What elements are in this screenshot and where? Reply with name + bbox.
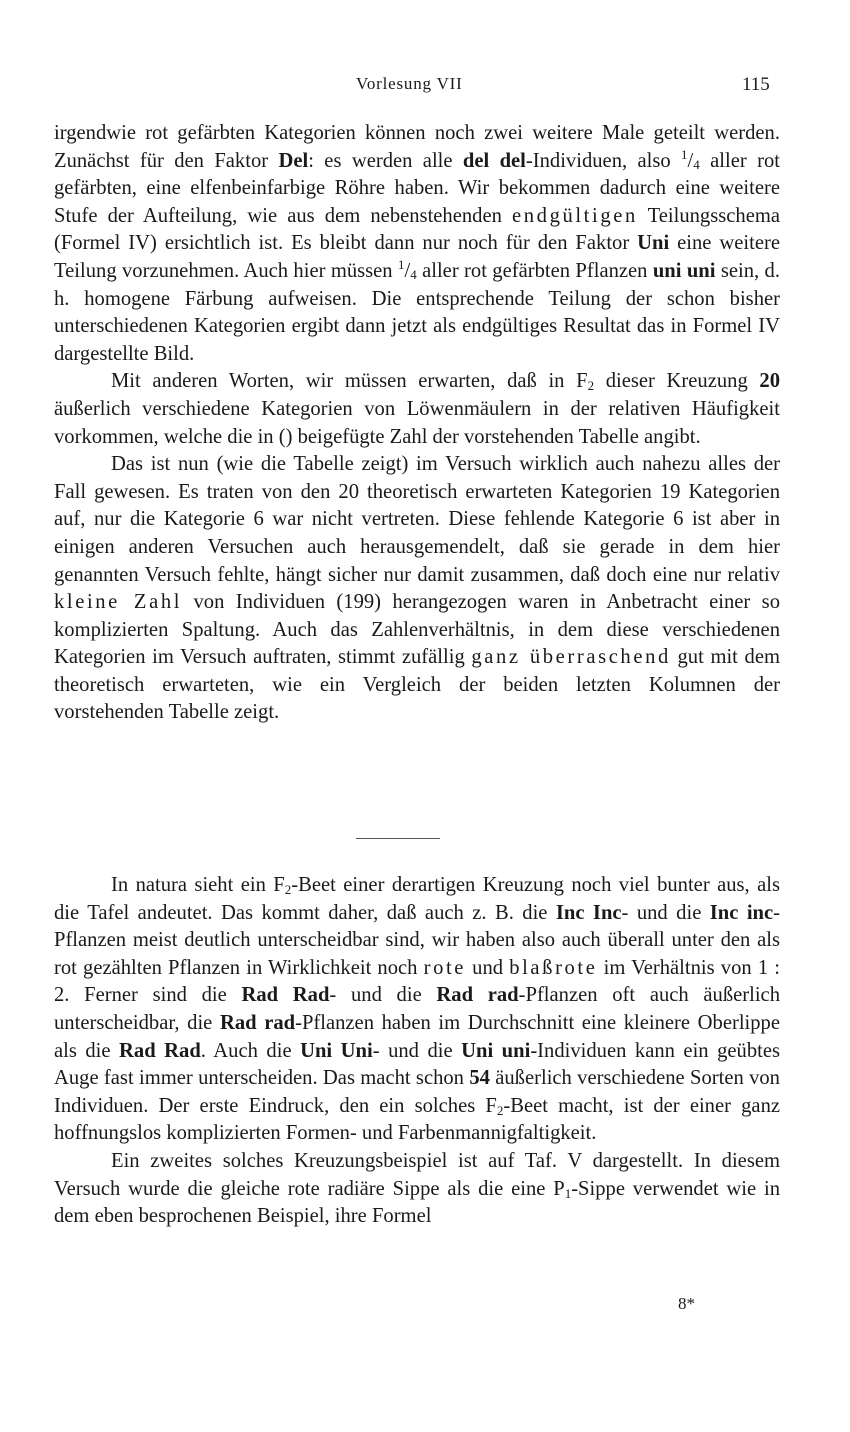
sheet-signature: 8* <box>678 1294 695 1313</box>
bold-term: Rad Rad <box>119 1039 201 1062</box>
text-run: -Beet macht, ist der einer ganz hoffnungslos komplizierten Formen- und Farbenmannigfaltigkeit. <box>54 1094 781 1145</box>
bold-term: Rad rad <box>436 984 519 1007</box>
bold-term: Uni Uni <box>300 1039 373 1062</box>
text-run: - und die <box>329 984 437 1007</box>
spaced-emphasis: kleine Zahl <box>54 591 183 614</box>
text-run: -Beet einer derartigen Kreuzung noch viel bunter aus, als die Tafel andeutet. Das kommt daher, daß auch z. B. die <box>54 874 780 924</box>
text-run: -Pflanzen haben im Durchschnitt eine kleinere Oberlippe als die <box>54 1011 780 1062</box>
bold-term: del del <box>462 149 526 172</box>
subscript: 2 <box>587 378 595 394</box>
spaced-emphasis: endgültigen <box>512 204 638 227</box>
text-run: aller rot gefärbten, eine elfenbeinfarbige Röhre haben. Wir bekommen dadurch eine weitere Stufe der Aufteilung, wie aus dem nebenstehenden <box>54 149 780 227</box>
subscript: 2 <box>496 1102 504 1118</box>
text-run: Teilungsschema (Formel IV) ersichtlich ist. Es bleibt dann nur noch für den Faktor <box>54 204 780 255</box>
page-number: 115 <box>742 74 770 95</box>
text-block-lower <box>54 872 780 1231</box>
text-run: In natura sieht ein F <box>111 874 285 896</box>
text-run: eine weitere Teilung vorzunehmen. Auch hier müssen <box>54 232 780 282</box>
text-run: Ein zweites solches Kreuzungsbeispiel ist auf Taf. V dargestellt. In diesem Versuch wurde die gleiche rote radiäre Sippe als die eine P <box>54 1149 780 1200</box>
text-run: -Individuen kann ein geübtes Auge fast immer unterscheiden. Das macht schon <box>54 1039 780 1090</box>
text-run: dieser Kreuzung <box>594 370 760 393</box>
text-run: - und die <box>621 901 710 924</box>
bold-term: Rad rad <box>219 1011 296 1034</box>
text-run: - und die <box>372 1039 462 1062</box>
bold-term: Del <box>278 149 309 172</box>
fraction-denominator: 4 <box>410 266 417 282</box>
bold-term: Inc inc <box>709 901 774 924</box>
text-run: -Pflanzen oft auch äußerlich unterscheidbar, die <box>54 984 780 1034</box>
text-run: -Sippe verwendet wie in dem eben besprochenen Beispiel, ihre Formel <box>54 1177 780 1228</box>
running-title: Vorlesung VII <box>356 74 463 93</box>
fraction-numerator: 1 <box>681 146 688 162</box>
bold-term: uni uni <box>652 259 716 282</box>
text-run: -Individuen, also <box>525 149 682 172</box>
text-run: sein, d. h. homogene Färbung aufweisen. Die entsprechende Teilung der schon bisher unterschiedenen Kategorien ergibt dann jetzt als endgültiges Resultat das in Formel IV dargestellte Bild. <box>54 259 780 365</box>
bold-term: Inc Inc <box>555 901 622 924</box>
paragraph-3 <box>54 451 780 727</box>
text-run: gut mit dem theoretisch erwarteten, wie ein Vergleich der beiden letzten Kolumnen der vorstehenden Tabelle zeigt. <box>54 646 780 724</box>
paragraph-2 <box>54 368 780 451</box>
spaced-emphasis: blaßrote <box>509 956 598 979</box>
paragraph-4 <box>54 872 780 1148</box>
subscript: 1 <box>564 1185 572 1201</box>
fraction-denominator: 4 <box>693 156 700 172</box>
text-run: : es werden alle <box>308 149 463 172</box>
paragraph-5 <box>54 1148 780 1231</box>
text-run: irgendwie rot gefärbten Kategorien können noch zwei weitere Male geteilt werden. Zunächst für den Faktor <box>54 122 780 172</box>
text-run: aller rot gefärbten Pflanzen <box>416 259 653 282</box>
text-run: . Auch die <box>200 1039 301 1062</box>
running-header <box>0 74 850 100</box>
bold-term: 20 <box>759 370 780 393</box>
text-run: äußerlich verschiedene Sorten von Individuen. Der erste Eindruck, den ein solches F <box>54 1067 780 1117</box>
text-run: Das ist nun (wie die Tabelle zeigt) im Versuch wirklich auch nahezu alles der Fall gewesen. Es traten von den 20 theoretisch erwarteten Kategorien 19 Kategorien auf, nur die Kategorie 6 war nicht vertreten. Diese fehlende Kategorie 6 ist aber in einigen anderen Versuchen auch herausgemendelt, daß sie gerade in dem hier genannten Versuch fehlte, hängt sicher nur damit zusammen, daß doch eine nur relativ <box>54 453 780 586</box>
text-run: im Verhältnis von 1 : 2. Ferner sind die <box>54 956 780 1007</box>
fraction-numerator: 1 <box>397 256 405 272</box>
text-run: und <box>466 956 510 979</box>
text-run: Mit anderen Worten, wir müssen erwarten, daß in F <box>111 370 588 393</box>
text-run: -Pflanzen meist deutlich unterscheidbar sind, wir haben also auch überall unter den als rot gezählten Pflanzen in Wirklichkeit noch <box>54 901 781 979</box>
bold-term: Uni <box>637 232 670 255</box>
bold-term: 54 <box>469 1067 490 1090</box>
text-run: von Individuen (199) herangezogen waren in Anbetracht einer so komplizierten Spaltung. Auch das Zahlenverhältnis, in dem diese verschiedenen Kategorien im Versuch auftraten, stimmt zufällig <box>54 591 780 669</box>
paragraph-1: irgendwie rot gefärbten Kategorien können noch zwei weitere Male geteilt werden. Zunächst für den Faktor Del: es werden alle del del-Individuen, also $^1$/4 aller rot gefärbten, eine elfenbeinfarbige Röhre haben. Wir bekommen dadurch eine weitere Stufe der Aufteilung, wie aus dem nebenstehenden endgültigen Teilungsschema (Formel IV) ersichtlich ist. Es bleibt dann nur noch für den Faktor Uni eine weitere Teilung vorzunehmen. Auch hier müssen $^1$/4 aller rot gefärbten Pflanzen uni uni sein, d. h. homogene Färbung aufweisen. Die entsprechende Teilung der schon bisher unterschiedenen Kategorien ergibt dann jetzt als endgültiges Resultat das in Formel IV dargestellte Bild. <box>54 122 780 365</box>
text-run: äußerlich verschiedene Kategorien von Löwenmäulern in der relativen Häufigkeit vorkommen, welche die in () beigefügte Zahl der vorstehenden Tabelle angibt. <box>54 397 780 448</box>
spaced-emphasis: rote <box>423 956 467 979</box>
spaced-emphasis: ganz überraschend <box>471 646 671 669</box>
bold-term: Uni uni <box>461 1039 531 1062</box>
bold-term: Rad Rad <box>241 984 330 1007</box>
section-divider <box>356 838 440 839</box>
text-block-upper <box>54 120 780 727</box>
subscript: 2 <box>284 882 292 897</box>
